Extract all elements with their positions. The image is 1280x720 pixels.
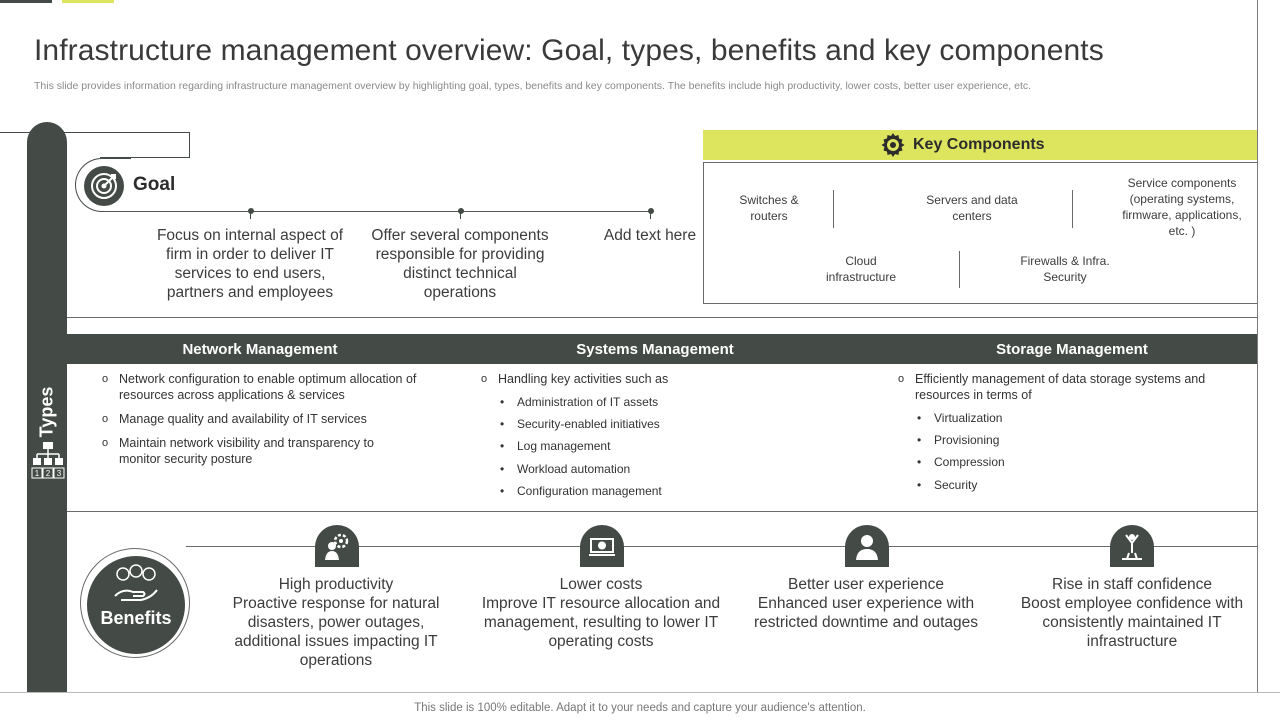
top-accent-dark: [0, 0, 52, 3]
gear-icon: [880, 132, 906, 158]
goal-pin-2: [458, 208, 464, 214]
kc-divider-3: [959, 251, 960, 288]
benefit-2-text: Improve IT resource allocation and management, resulting to lower IT operating costs: [481, 595, 721, 650]
systems-bullet-3: • Log management: [500, 439, 611, 453]
systems-bullet-4: • Workload automation: [500, 462, 631, 476]
systems-management-title: Systems Management: [576, 341, 734, 358]
kc-divider-1: [833, 190, 834, 228]
goal-item-1: Focus on internal aspect of firm in order to deliver IT services to end users, partners and employees: [156, 227, 344, 301]
benefit-1-text: Proactive response for natural disasters, power outages, additional issues impacting IT operations: [232, 595, 440, 669]
goal-title: Goal: [133, 174, 176, 195]
svg-text:2: 2: [45, 469, 51, 478]
achievement-icon: [1117, 531, 1147, 561]
key-component-cloud: Cloud infrastructure: [825, 254, 897, 284]
systems-bullet-5: • Configuration management: [500, 484, 662, 498]
benefit-2: [481, 575, 721, 651]
svg-text:3: 3: [56, 469, 62, 478]
goal-item-3: Add text here: [603, 227, 697, 244]
benefit-4-heading: Rise in staff confidence: [1052, 576, 1212, 593]
kc-divider-2: [1072, 190, 1073, 228]
benefit-tab-4: [1110, 525, 1154, 567]
user-icon: [852, 531, 882, 561]
goal-stem-1: [250, 212, 251, 219]
top-accent-yellow: [62, 0, 114, 3]
footer-line: [0, 692, 1280, 693]
network-point-2: o Manage quality and availability of IT services: [102, 412, 367, 426]
systems-point: o Handling key activities such as: [481, 372, 669, 386]
key-component-service: Service components (operating systems, firmware, applications, etc. ): [1122, 176, 1242, 238]
types-bottom-line: [67, 511, 1257, 512]
footer-note: This slide is 100% editable. Adapt it to your needs and capture your audience's attention.: [414, 702, 866, 714]
slide-subtitle: This slide provides information regarding infrastructure management overview by highlighting goal, types, benefits and key components. The benefits include high productivity, lower costs, better user experience, etc.: [34, 80, 1032, 92]
network-point-3: o Maintain network visibility and transparency to monitor security posture: [102, 436, 374, 466]
target-icon: [84, 166, 124, 206]
storage-bullet-1: • Virtualization: [917, 411, 1003, 425]
systems-bullet-2: • Security-enabled initiatives: [500, 417, 660, 431]
slide-title: Infrastructure management overview: Goal, types, benefits and key components: [34, 34, 1104, 67]
hand-icons-icon: [111, 564, 161, 606]
benefit-1-heading: High productivity: [278, 576, 394, 593]
goal-top-line: [0, 132, 190, 133]
storage-management-title: Storage Management: [996, 341, 1148, 358]
goal-stem-3: [650, 212, 651, 219]
network-point-1: o Network configuration to enable optimum allocation of resources across applications & services: [102, 372, 417, 402]
benefit-3-heading: Better user experience: [788, 576, 944, 593]
types-label: Types: [36, 386, 57, 438]
storage-bullet-4: • Security: [917, 478, 978, 492]
goal-pin-3: [648, 208, 654, 214]
money-icon: [587, 531, 617, 561]
benefit-tab-2: [580, 525, 624, 567]
benefit-1: [216, 575, 456, 670]
benefit-tab-3: [845, 525, 889, 567]
benefit-tab-1: [315, 525, 359, 567]
storage-bullet-3: • Compression: [917, 455, 1005, 469]
benefit-3: [746, 575, 986, 632]
storage-bullet-2: • Provisioning: [917, 433, 1000, 447]
storage-point: o Efficiently management of data storage systems and resources in terms of: [898, 372, 1206, 402]
goal-timeline: [104, 211, 654, 212]
benefits-label: Benefits: [100, 608, 172, 628]
benefit-3-text: Enhanced user experience with restricted downtime and outages: [753, 595, 979, 631]
section-separator: [67, 317, 1257, 318]
goal-stem-2: [460, 212, 461, 219]
key-component-servers: Servers and data centers: [926, 193, 1018, 223]
goal-bracket: [189, 132, 190, 158]
benefit-4: [1012, 575, 1252, 651]
benefit-4-text: Boost employee confidence with consistently maintained IT infrastructure: [1020, 595, 1244, 650]
key-components-title: Key Components: [913, 136, 1045, 153]
systems-bullet-1: • Administration of IT assets: [500, 395, 659, 409]
svg-text:1: 1: [34, 469, 40, 478]
network-management-title: Network Management: [182, 341, 338, 358]
goal-pin-1: [248, 208, 254, 214]
goal-item-2: Offer several components responsible for providing distinct technical operations: [371, 227, 549, 301]
key-component-switches: Switches & routers: [739, 193, 799, 223]
right-rule: [1257, 0, 1258, 692]
key-component-firewalls: Firewalls & Infra. Security: [1020, 254, 1110, 284]
benefit-2-heading: Lower costs: [559, 576, 643, 593]
hierarchy-icon: [30, 440, 66, 480]
gear-person-icon: [322, 531, 352, 561]
